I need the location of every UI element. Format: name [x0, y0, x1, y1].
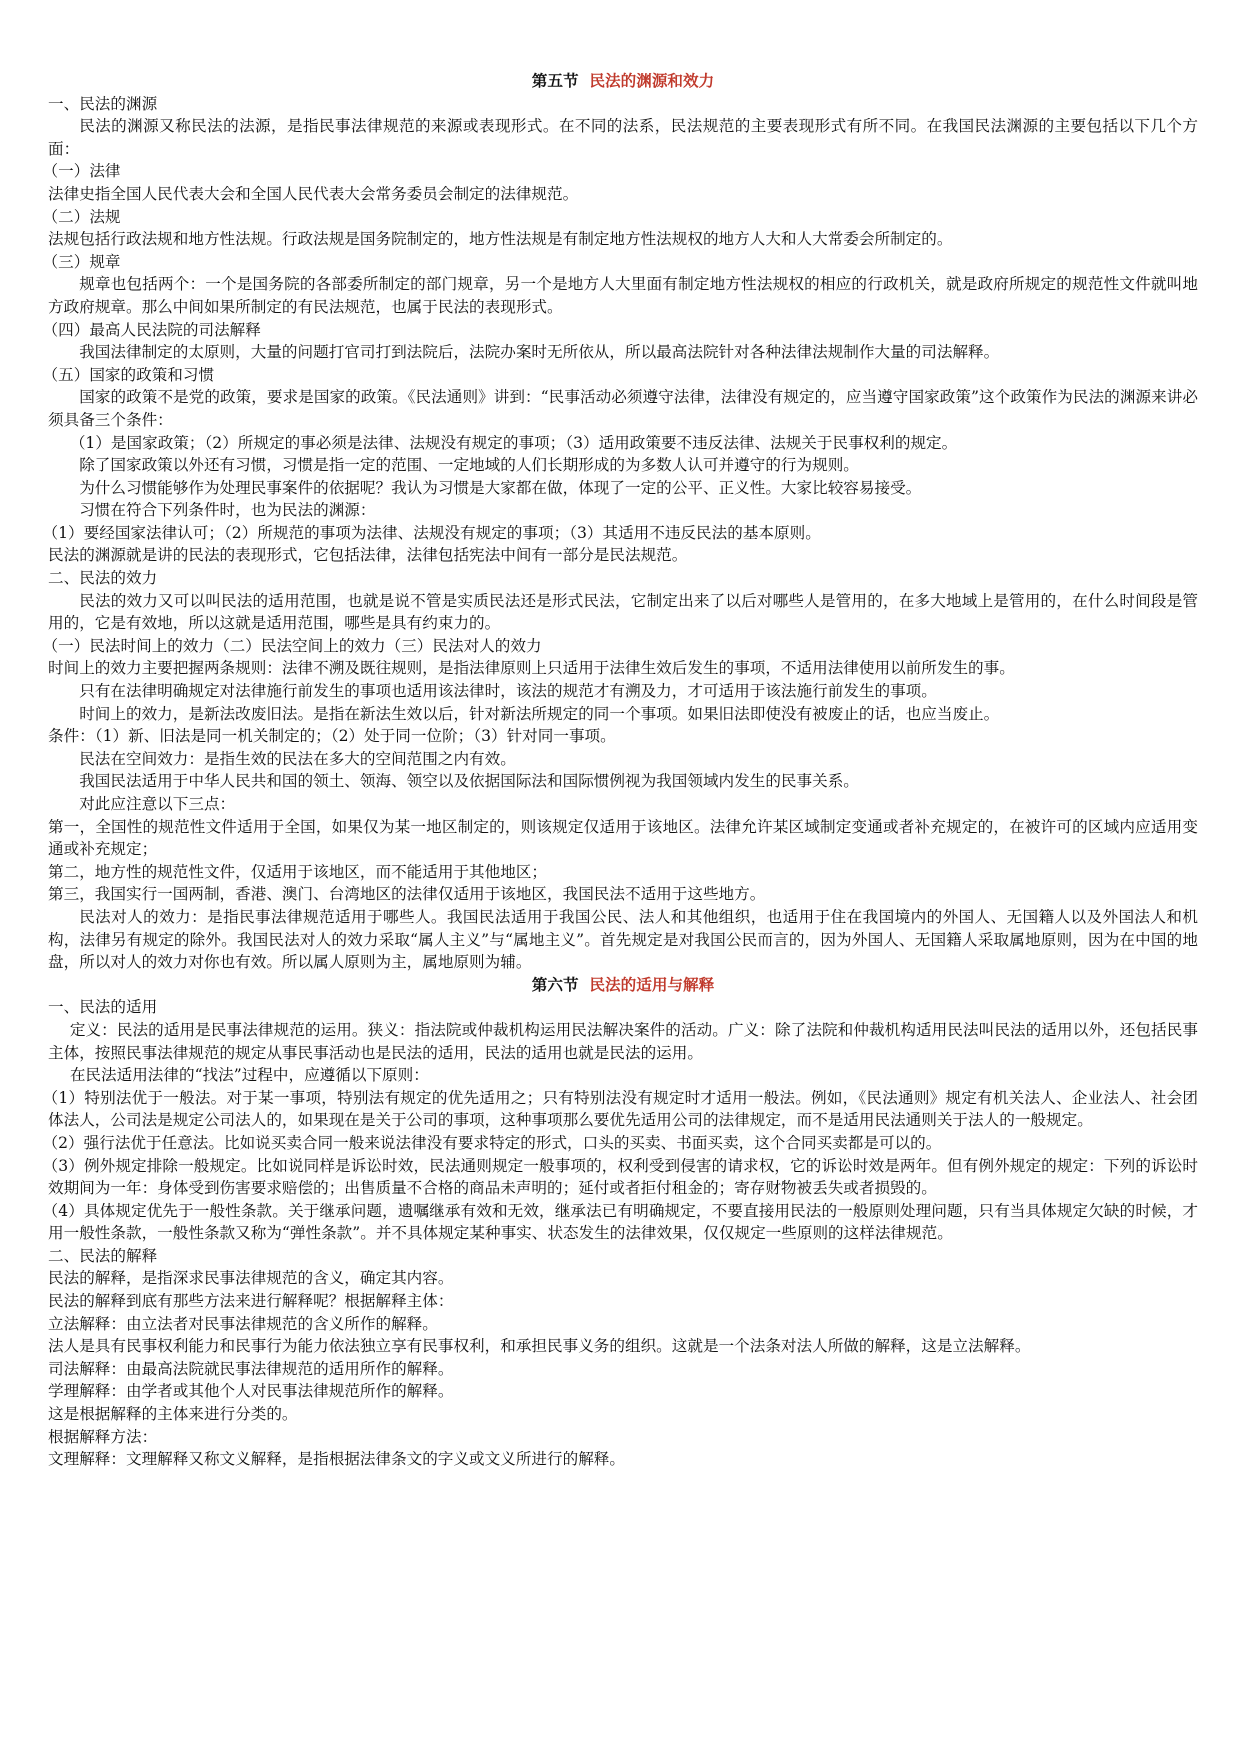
section-six-heading: 民法的适用与解释 — [589, 974, 715, 994]
paragraph: 对此应注意以下三点： — [79, 795, 236, 813]
heading-interpretation: 二、民法的解释 — [48, 1246, 158, 1265]
paragraph: 民法在空间效力：是指生效的民法在多大的空间范围之内有效。 — [79, 749, 516, 768]
paragraph: 民法的效力又可以叫民法的适用范围，也就是说不管是实质民法还是形式民法，它制定出来了以后对哪些人是管用的，在多大地域上是管用的，在什么时间段是管用的，它是有效地，所以这就是适用范围，哪些是具有约束力的。 — [48, 591, 1198, 633]
paragraph: 第二，地方性的规范性文件，仅适用于该地区，而不能适用于其他地区； — [48, 862, 548, 881]
section-six-title — [48, 974, 1198, 997]
subheading-rules: （三）规章 — [42, 252, 121, 271]
paragraph: 除了国家政策以外还有习惯，习惯是指一定的范围、一定地域的人们长期形成的为多数人认可并遵守的行为规则。 — [79, 456, 859, 475]
paragraph: 我国法律制定的太原则，大量的问题打官司打到法院后，法院办案时无所依从，所以最高法院针对各种法律法规制作大量的司法解释。 — [79, 343, 1000, 362]
paragraph: 时间上的效力主要把握两条规则：法律不溯及既往规则，是指法律原则上只适用于法律生效后发生的事项，不适用法律使用以前所发生的事。 — [48, 659, 1015, 678]
paragraph: 在民法适用法律的“找法”过程中，应遵循以下原则： — [69, 1066, 429, 1085]
paragraph: 国家的政策不是党的政策，要求是国家的政策。《民法通则》讲到：“民事活动必须遵守法律，法律没有规定的，应当遵守国家政策”这个政策作为民法的渊源来讲必须具备三个条件： — [48, 388, 1198, 429]
paragraph: 第三，我国实行一国两制，香港、澳门、台湾地区的法律仅适用于该地区，我国民法不适用于这些地方。 — [48, 885, 766, 904]
paragraph: 学理解释：由学者或其他个人对民事法律规范所作的解释。 — [48, 1382, 454, 1401]
paragraph: 为什么习惯能够作为处理民事案件的依据呢？我认为习惯是大家都在做，体现了一定的公平、正义性。大家比较容易接受。 — [79, 478, 922, 497]
paragraph: （1）是国家政策；（2）所规定的事必须是法律、法规没有规定的事项；（3）适用政策要不违反法律、法规关于民事权利的规定。 — [69, 433, 958, 452]
section-six-number: 第六节 — [531, 974, 579, 994]
paragraph: （4）具体规定优先于一般性条款。关于继承问题，遗嘱继承有效和无效，继承法已有明确规定，不要直接用民法的一般原则处理问题，只有当具体规定欠缺的时候，才用一般性条款，一般性条款又称为“弹性条款”。并不具体规定某种事实、状态发生的法律效果，仅仅规定一些原则的这样法律规范。 — [42, 1201, 1198, 1243]
paragraph: （2）强行法优于任意法。比如说买卖合同一般来说法律没有要求特定的形式，口头的买卖、书面买卖，这个合同买卖都是可以的。 — [42, 1133, 942, 1152]
paragraph: 文理解释：文理解释又称文义解释，是指根据法律条文的字义或文义所进行的解释。 — [48, 1450, 625, 1469]
paragraph: 民法的渊源就是讲的民法的表现形式，它包括法律，法律包括宪法中间有一部分是民法规范。 — [48, 546, 688, 565]
paragraph: 条件：（1）新、旧法是同一机关制定的；（2）处于同一位阶；（3）针对同一事项。 — [48, 727, 616, 746]
document-page — [42, 70, 1198, 1471]
paragraph: 民法的解释到底有那些方法来进行解释呢？根据解释主体： — [48, 1292, 454, 1311]
paragraph: 根据解释方法： — [48, 1427, 158, 1446]
paragraph: 民法的解释，是指深求民事法律规范的含义，确定其内容。 — [48, 1269, 454, 1288]
paragraph: （1）要经国家法律认可；（2）所规范的事项为法律、法规没有规定的事项；（3）其适用不违反民法的基本原则。 — [42, 523, 821, 542]
section-five-title — [48, 70, 1198, 93]
subheading-effect-types: （一）民法时间上的效力（二）民法空间上的效力（三）民法对人的效力 — [42, 636, 542, 655]
paragraph: 我国民法适用于中华人民共和国的领土、领海、领空以及依据国际法和国际惯例视为我国领域内发生的民事关系。 — [79, 772, 859, 791]
paragraph: 第一，全国性的规范性文件适用于全国，如果仅为某一地区制定的，则该规定仅适用于该地区。法律允许某区域制定变通或者补充规定的，在被许可的区域内应适用变通或补充规定； — [48, 817, 1198, 859]
paragraph: 只有在法律明确规定对法律施行前发生的事项也适用该法律时，该法的规范才有溯及力，才可适用于该法施行前发生的事项。 — [79, 682, 937, 701]
subheading-policy-custom: （五）国家的政策和习惯 — [42, 365, 215, 384]
paragraph: 法律史指全国人民代表大会和全国人民代表大会常务委员会制定的法律规范。 — [48, 184, 579, 203]
paragraph: 法规包括行政法规和地方性法规。行政法规是国务院制定的，地方性法规是有制定地方性法规权的地方人大和人大常委会所制定的。 — [48, 230, 953, 249]
section-five-number: 第五节 — [531, 71, 579, 90]
paragraph: 司法解释：由最高法院就民事法律规范的适用所作的解释。 — [48, 1359, 454, 1378]
heading-application: 一、民法的适用 — [48, 998, 158, 1017]
paragraph: 规章也包括两个：一个是国务院的各部委所制定的部门规章，另一个是地方人大里面有制定地方性法规权的相应的行政机关，就是政府所规定的规范性文件就叫地方政府规章。那么中间如果所制定的有民法规范，也属于民法的表现形式。 — [48, 275, 1198, 316]
section-five-heading: 民法的渊源和效力 — [589, 71, 715, 90]
paragraph: （3）例外规定排除一般规定。比如说同样是诉讼时效，民法通则规定一般事项的，权利受到侵害的请求权，它的诉讼时效是两年。但有例外规定的规定：下列的诉讼时效期间为一年：身体受到伤害要求赔偿的；出售质量不合格的商品未声明的；延付或者拒付租金的；寄存财物被丢失或者损毁的。 — [42, 1156, 1198, 1198]
paragraph: 民法对人的效力：是指民事法律规范适用于哪些人。我国民法适用于我国公民、法人和其他组织，也适用于住在我国境内的外国人、无国籍人以及外国法人和机构，法律另有规定的除外。我国民法对人的效力采取“属人主义”与“属地主义”。首先规定是对我国公民而言的，因为外国人、无国籍人采取属地原则，因为在中国的地盘，所以对人的效力对你也有效。所以属人原则为主，属地原则为辅。 — [48, 907, 1198, 972]
subheading-regulations: （二）法规 — [42, 207, 121, 226]
paragraph: 这是根据解释的主体来进行分类的。 — [48, 1405, 298, 1424]
paragraph: 立法解释：由立法者对民事法律规范的含义所作的解释。 — [48, 1314, 438, 1333]
subheading-judicial-interpretation: （四）最高人民法院的司法解释 — [42, 320, 261, 339]
paragraph: （1）特别法优于一般法。对于某一事项，特别法有规定的优先适用之；只有特别法没有规定时才适用一般法。例如，《民法通则》规定有机关法人、企业法人、社会团体法人，公司法是规定公司法人的，如果现在是关于公司的事项，这种事项那么要优先适用公司的法律规定，而不是适用民法通则关于法人的一般规定。 — [42, 1088, 1198, 1130]
paragraph: 民法的渊源又称民法的法源，是指民事法律规范的来源或表现形式。在不同的法系，民法规范的主要表现形式有所不同。在我国民法渊源的主要包括以下几个方面： — [48, 117, 1198, 158]
paragraph: 法人是具有民事权利能力和民事行为能力依法独立享有民事权利，和承担民事义务的组织。这就是一个法条对法人所做的解释，这是立法解释。 — [48, 1337, 1031, 1356]
paragraph: 时间上的效力，是新法改废旧法。是指在新法生效以后，针对新法所规定的同一个事项。如果旧法即使没有被废止的话，也应当废止。 — [79, 704, 1000, 723]
paragraph: 习惯在符合下列条件时，也为民法的渊源： — [79, 501, 376, 520]
heading-sources: 一、民法的渊源 — [48, 94, 158, 113]
heading-effect: 二、民法的效力 — [48, 569, 158, 588]
subheading-law: （一）法律 — [42, 162, 121, 181]
paragraph: 定义：民法的适用是民事法律规范的运用。狭义：指法院或仲裁机构运用民法解决案件的活动。广义：除了法院和仲裁机构适用民法叫民法的适用以外，还包括民事主体，按照民事法律规范的规定从事民事活动也是民法的适用，民法的适用也就是民法的运用。 — [48, 1020, 1198, 1062]
